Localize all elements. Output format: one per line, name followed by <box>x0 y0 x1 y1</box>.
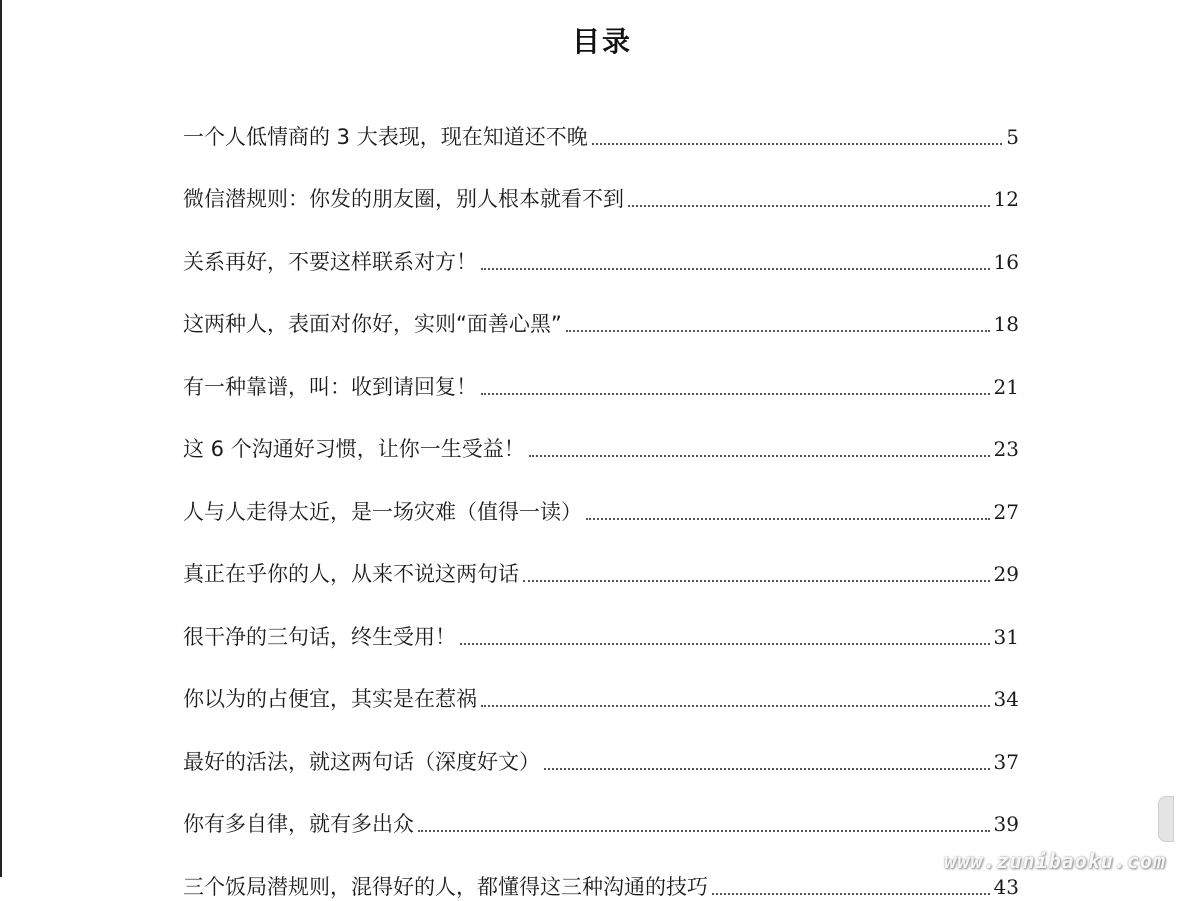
toc-entry <box>183 776 1019 839</box>
toc-entry-link[interactable] <box>183 486 1019 526</box>
toc-entry-page-number: 16 <box>993 249 1019 274</box>
dot-leader <box>544 767 990 770</box>
toc-entry-title: 一个人低情商的 3 大表现，现在知道还不晚 <box>183 124 588 149</box>
dot-leader <box>523 579 990 582</box>
scrollbar-thumb[interactable] <box>1158 796 1174 842</box>
dot-leader <box>712 892 990 895</box>
dot-leader <box>481 267 990 270</box>
toc-entry-link[interactable] <box>183 673 1019 713</box>
toc-entry <box>183 463 1019 526</box>
toc-title: 目录 <box>571 25 632 58</box>
toc-entry-title: 很干净的三句话，终生受用！ <box>183 624 456 649</box>
toc-entry-link[interactable] <box>183 736 1019 776</box>
toc-list <box>183 88 1019 901</box>
toc-entry <box>183 401 1019 464</box>
toc-entry-link[interactable] <box>183 111 1019 151</box>
toc-entry-title: 关系再好，不要这样联系对方！ <box>183 249 477 274</box>
toc-entry <box>183 838 1019 901</box>
toc-entry-title: 这两种人，表面对你好，实则“面善心黑” <box>183 312 562 336</box>
toc-entry-link[interactable] <box>183 548 1019 588</box>
toc-entry-link[interactable] <box>183 861 1019 901</box>
toc-entry-title: 这 6 个沟通好习惯，让你一生受益！ <box>183 437 525 461</box>
dot-leader <box>628 204 990 207</box>
toc-entry-title: 人与人走得太近，是一场灾难（值得一读） <box>183 499 582 524</box>
toc-entry-page-number: 43 <box>993 874 1019 899</box>
toc-entry-link[interactable] <box>183 173 1019 213</box>
dot-leader <box>529 454 990 457</box>
dot-leader <box>418 829 990 832</box>
toc-entry-link[interactable] <box>183 236 1019 276</box>
toc-entry-title: 你有多自律，就有多出众 <box>183 812 414 836</box>
dot-leader <box>481 704 990 707</box>
toc-entry-page-number: 18 <box>993 312 1019 336</box>
toc-entry-title: 真正在乎你的人，从来不说这两句话 <box>183 562 519 586</box>
page-left-border <box>0 0 2 877</box>
toc-entry <box>183 338 1019 401</box>
dot-leader <box>592 142 1003 145</box>
toc-entry-title: 三个饭局潜规则，混得好的人，都懂得这三种沟通的技巧 <box>183 874 708 899</box>
toc-entry <box>183 151 1019 214</box>
dot-leader <box>586 517 990 520</box>
toc-entry-page-number: 12 <box>993 187 1019 211</box>
toc-entry-page-number: 27 <box>993 499 1019 524</box>
dot-leader <box>481 392 990 395</box>
watermark-text: www.zunibaoku.com <box>944 849 1166 873</box>
toc-entry-link[interactable] <box>183 298 1019 338</box>
toc-entry-title: 最好的活法，就这两句话（深度好文） <box>183 749 540 774</box>
toc-entry-page-number: 39 <box>993 812 1019 836</box>
toc-entry <box>183 651 1019 714</box>
toc-entry-link[interactable] <box>183 361 1019 401</box>
toc-entry <box>183 276 1019 339</box>
toc-entry <box>183 88 1019 151</box>
dot-leader <box>460 642 990 645</box>
toc-entry-page-number: 23 <box>993 437 1019 461</box>
toc-entry-link[interactable] <box>183 798 1019 838</box>
toc-entry-title: 你以为的占便宜，其实是在惹祸 <box>183 687 477 711</box>
toc-entry <box>183 526 1019 589</box>
toc-entry-title: 微信潜规则：你发的朋友圈，别人根本就看不到 <box>183 187 624 211</box>
toc-entry-title: 有一种靠谱，叫：收到请回复！ <box>183 374 477 399</box>
toc-entry <box>183 213 1019 276</box>
toc-entry-page-number: 5 <box>1006 124 1019 149</box>
toc-entry-link[interactable] <box>183 611 1019 651</box>
toc-entry <box>183 588 1019 651</box>
toc-entry-page-number: 29 <box>993 562 1019 586</box>
dot-leader <box>566 329 990 332</box>
toc-entry <box>183 713 1019 776</box>
toc-entry-link[interactable] <box>183 423 1019 463</box>
toc-entry-page-number: 37 <box>993 749 1019 774</box>
toc-entry-page-number: 31 <box>993 624 1019 649</box>
toc-entry-page-number: 21 <box>993 374 1019 399</box>
toc-entry-page-number: 34 <box>993 687 1019 711</box>
